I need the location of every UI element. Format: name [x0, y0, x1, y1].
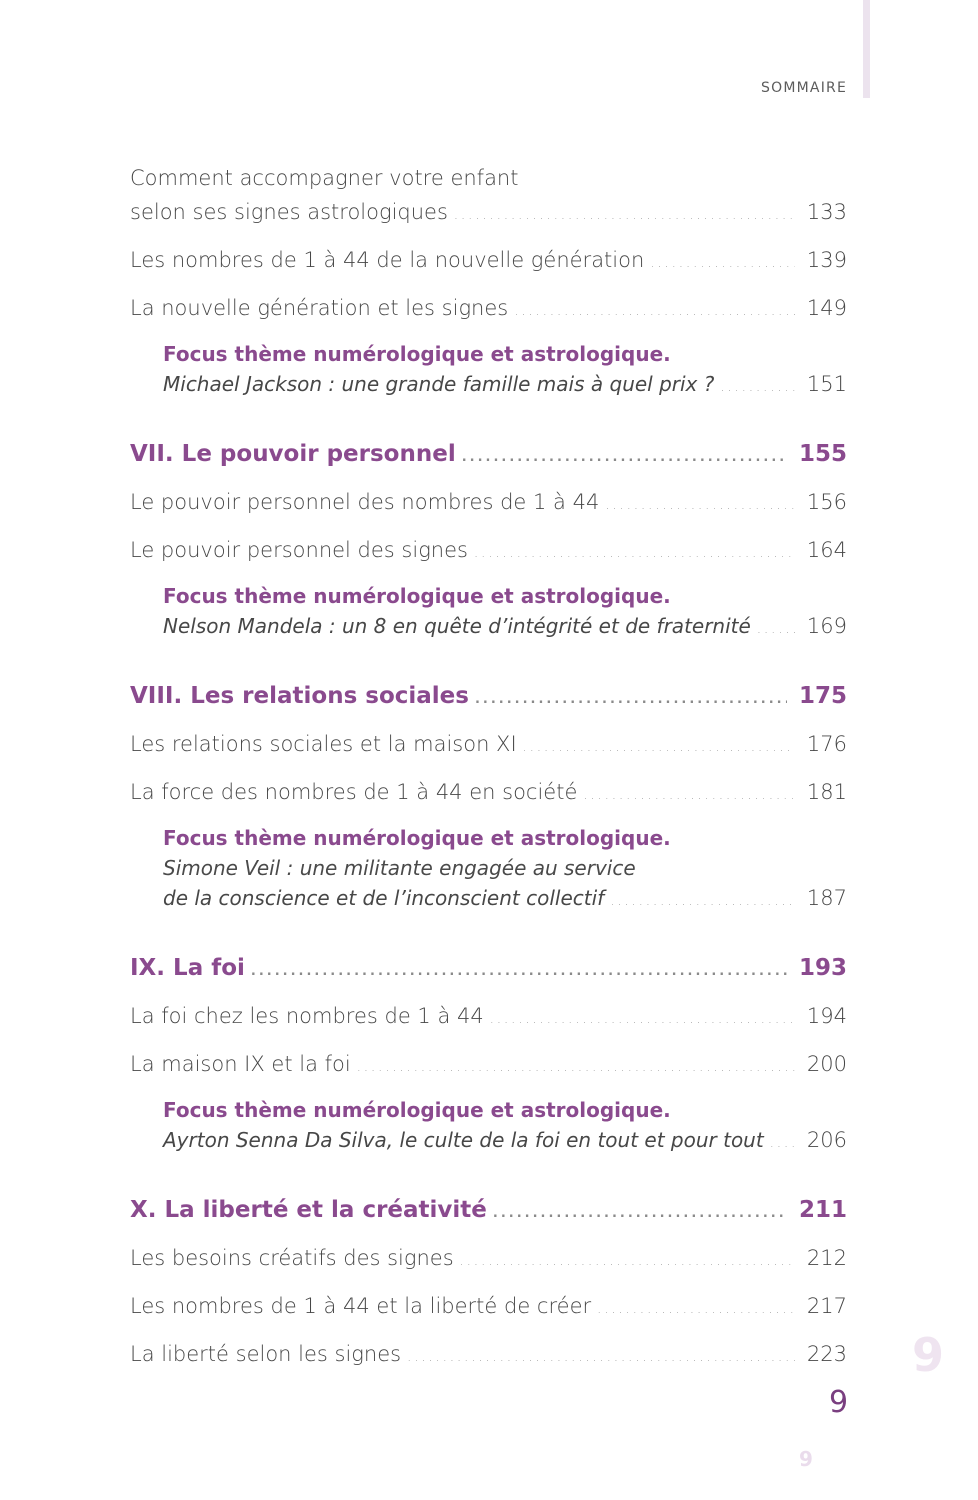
chapter-page-number: 211 — [798, 1197, 847, 1223]
dot-leader — [650, 247, 795, 281]
toc-entry-text: La foi chez les nombres de 1 à 44 — [130, 1004, 484, 1028]
toc-entry-intro[interactable] — [130, 161, 847, 233]
toc-entry[interactable] — [130, 291, 847, 329]
toc-entry-text: Le pouvoir personnel des nombres de 1 à 44 — [130, 490, 600, 514]
dot-leader — [597, 1293, 795, 1327]
dot-leader — [757, 615, 795, 645]
dot-leader — [493, 1197, 787, 1231]
dot-leader — [475, 683, 787, 717]
folio-ghost-small: 9 — [799, 1447, 813, 1471]
focus-subtitle: Simone Veil : une militante engagée au service — [163, 856, 636, 880]
dot-leader — [462, 441, 787, 475]
chapter-heading-viii[interactable] — [130, 679, 847, 717]
toc-page-number: 217 — [806, 1294, 847, 1318]
chapter-heading-x[interactable] — [130, 1193, 847, 1231]
toc-entry-text: Les besoins créatifs des signes — [130, 1246, 454, 1270]
toc-entry[interactable] — [130, 727, 847, 765]
toc-entry-text: La liberté selon les signes — [130, 1342, 402, 1366]
toc-page-number: 200 — [806, 1052, 847, 1076]
toc-focus-entry[interactable] — [130, 339, 847, 403]
toc-entry[interactable] — [130, 999, 847, 1037]
toc-page-number: 223 — [806, 1342, 847, 1366]
dot-leader — [720, 373, 795, 403]
toc-entry-text-line2: selon ses signes astrologiques — [130, 200, 448, 224]
chapter-heading-ix[interactable] — [130, 951, 847, 989]
toc-entry[interactable] — [130, 1289, 847, 1327]
dot-leader — [460, 1245, 795, 1279]
dot-leader — [610, 887, 795, 917]
toc-entry[interactable] — [130, 243, 847, 281]
dot-leader — [583, 779, 795, 813]
toc-page-number: 181 — [806, 780, 847, 804]
toc-entry-text: Les relations sociales et la maison XI — [130, 732, 517, 756]
toc-entry[interactable] — [130, 1241, 847, 1279]
chapter-page-number: 175 — [798, 683, 847, 709]
toc-entry-text: La force des nombres de 1 à 44 en société — [130, 780, 578, 804]
toc-page-number: 169 — [806, 614, 847, 638]
page-folio: 9 — [829, 1385, 849, 1420]
focus-heading: Focus thème numérologique et astrologique. — [163, 584, 671, 608]
toc-entry-text: Les nombres de 1 à 44 de la nouvelle génération — [130, 248, 645, 272]
running-head: SOMMAIRE — [761, 80, 847, 96]
chapter-page-number: 155 — [798, 441, 847, 467]
focus-heading: Focus thème numérologique et astrologique. — [163, 1098, 671, 1122]
dot-leader — [251, 955, 787, 989]
focus-title: Ayrton Senna Da Silva, le culte de la foi en tout et pour tout — [163, 1128, 764, 1152]
dot-leader — [523, 731, 795, 765]
toc-entry[interactable] — [130, 485, 847, 523]
chapter-title: IX. La foi — [130, 955, 245, 981]
chapter-title: X. La liberté et la créativité — [130, 1197, 487, 1223]
toc-page-number: 194 — [806, 1004, 847, 1028]
toc-focus-entry[interactable] — [130, 823, 847, 917]
dot-leader — [357, 1051, 795, 1085]
chapter-page-number: 193 — [798, 955, 847, 981]
chapter-heading-vii[interactable] — [130, 437, 847, 475]
toc-page-number: 156 — [806, 490, 847, 514]
toc-entry[interactable] — [130, 1047, 847, 1085]
folio-ghost-large: 9 — [912, 1328, 945, 1382]
focus-title: de la conscience et de l’inconscient collectif — [163, 886, 605, 910]
toc-entry-text-line1: Comment accompagner votre enfant — [130, 166, 519, 190]
toc-entry-text: La nouvelle génération et les signes — [130, 296, 509, 320]
toc-focus-entry[interactable] — [130, 581, 847, 645]
toc-entry[interactable] — [130, 533, 847, 571]
toc-entry-text: Le pouvoir personnel des signes — [130, 538, 468, 562]
page-edge-tab — [863, 0, 870, 98]
dot-leader — [490, 1003, 795, 1037]
chapter-title: VIII. Les relations sociales — [130, 683, 469, 709]
toc-page-number: 212 — [806, 1246, 847, 1270]
toc-page-number: 133 — [806, 200, 847, 224]
table-of-contents — [130, 161, 847, 1385]
toc-focus-entry[interactable] — [130, 1095, 847, 1159]
toc-page-number: 164 — [806, 538, 847, 562]
toc-page-number: 176 — [806, 732, 847, 756]
dot-leader — [474, 537, 795, 571]
dot-leader — [454, 199, 795, 233]
toc-entry[interactable] — [130, 1337, 847, 1375]
toc-page-number: 149 — [806, 296, 847, 320]
toc-page-number: 187 — [806, 886, 847, 910]
focus-title: Nelson Mandela : un 8 en quête d’intégrité et de fraternité — [163, 614, 751, 638]
dot-leader — [407, 1341, 795, 1375]
focus-heading: Focus thème numérologique et astrologique. — [163, 342, 671, 366]
dot-leader — [770, 1129, 795, 1159]
toc-page-number: 151 — [806, 372, 847, 396]
toc-entry[interactable] — [130, 775, 847, 813]
dot-leader — [514, 295, 795, 329]
toc-entry-text: Les nombres de 1 à 44 et la liberté de créer — [130, 1294, 592, 1318]
toc-page-number: 139 — [806, 248, 847, 272]
focus-title: Michael Jackson : une grande famille mais à quel prix ? — [163, 372, 715, 396]
chapter-title: VII. Le pouvoir personnel — [130, 441, 456, 467]
toc-entry-text: La maison IX et la foi — [130, 1052, 351, 1076]
focus-heading: Focus thème numérologique et astrologique. — [163, 826, 671, 850]
dot-leader — [605, 489, 795, 523]
toc-page-number: 206 — [806, 1128, 847, 1152]
